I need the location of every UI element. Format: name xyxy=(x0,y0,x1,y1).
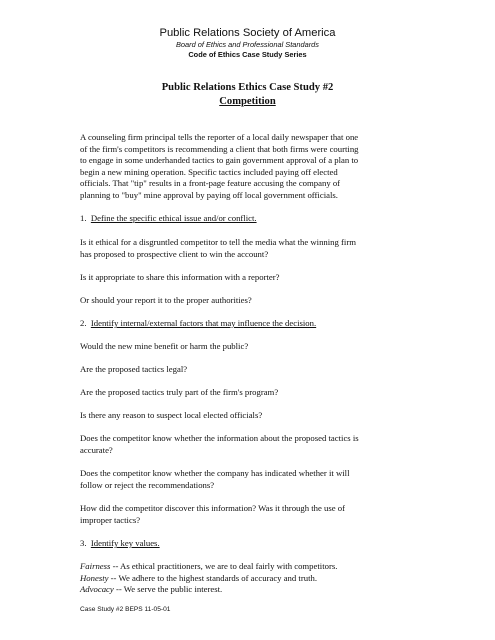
section-number: 1. xyxy=(80,213,87,223)
section-heading: Identify key values. xyxy=(90,538,160,548)
key-value-item xyxy=(80,573,415,585)
value-term: Advocacy xyxy=(80,584,114,595)
series-name: Code of Ethics Case Study Series xyxy=(188,50,307,59)
question-line: Would the new mine benefit or harm the public? xyxy=(80,341,249,351)
value-term: Fairness xyxy=(80,561,111,571)
value-description: -- We serve the public interest. xyxy=(113,584,223,595)
question xyxy=(80,503,415,526)
question xyxy=(80,387,415,399)
question-line: How did the competitor discover this information? Was it through the use of xyxy=(80,503,346,513)
intro-line: begin a new mining operation. Specific tactics included paying off elected xyxy=(80,166,338,177)
question-line: Is there any reason to suspect local elected officials? xyxy=(80,410,263,420)
intro-line: officials. That "tip" results in a front-page feature accusing the company of xyxy=(80,178,341,189)
key-values-list xyxy=(80,561,415,596)
key-value-item xyxy=(80,584,415,596)
question-line: Or should your report it to the proper authorities? xyxy=(80,295,252,305)
intro-paragraph xyxy=(80,132,415,202)
intro-line: of the firm's competitors is recommending a client that both firms were courting xyxy=(80,143,359,154)
value-description: -- As ethical practitioners, we are to deal fairly with competitors. xyxy=(110,561,338,571)
section-number: 3. xyxy=(80,538,87,548)
question-line: Is it ethical for a disgruntled competitor to tell the media what the winning firm xyxy=(80,237,356,247)
section-2-heading xyxy=(80,318,415,330)
section-number: 2. xyxy=(80,318,87,328)
section-3-heading xyxy=(80,538,415,550)
question xyxy=(80,468,415,491)
question xyxy=(80,341,415,353)
section-1-heading xyxy=(80,213,415,225)
question-line: Is it appropriate to share this information with a reporter? xyxy=(80,272,280,282)
question-line: Does the competitor know whether the company has indicated whether it will xyxy=(80,468,350,478)
intro-line: to engage in some underhanded tactics to gain government approval of a plan to xyxy=(80,155,359,166)
organization-name: Public Relations Society of America xyxy=(159,27,336,39)
section-heading: Identify internal/external factors that may influence the decision. xyxy=(90,318,317,328)
question-line: accurate? xyxy=(80,444,113,455)
value-term: Honesty xyxy=(80,572,109,583)
document-header xyxy=(0,26,495,60)
question-line: improper tactics? xyxy=(80,514,141,525)
intro-line: planning to "buy" mine approval by paying off local government officials. xyxy=(80,189,338,200)
key-value-item xyxy=(80,561,415,573)
question xyxy=(80,272,415,284)
question xyxy=(80,433,415,456)
question-line: Are the proposed tactics truly part of the firm's program? xyxy=(80,387,279,397)
question xyxy=(80,410,415,422)
question-line: has proposed to prospective client to win the account? xyxy=(80,248,269,259)
page-footer: Case Study #2 BEPS 11-05-01 xyxy=(80,606,171,613)
value-description: -- We adhere to the highest standards of accuracy and truth. xyxy=(108,572,317,583)
question xyxy=(80,237,415,260)
question-line: follow or reject the recommendations? xyxy=(80,479,215,490)
title-line: Public Relations Ethics Case Study #2 xyxy=(161,82,334,93)
question xyxy=(80,364,415,376)
question xyxy=(80,295,415,307)
case-study-title xyxy=(0,81,495,108)
section-heading: Define the specific ethical issue and/or conflict. xyxy=(90,213,257,223)
question-line: Are the proposed tactics legal? xyxy=(80,364,188,374)
question-line: Does the competitor know whether the information about the proposed tactics is xyxy=(80,433,359,443)
board-name: Board of Ethics and Professional Standards xyxy=(176,40,319,49)
title-topic: Competition xyxy=(219,95,276,107)
intro-line: A counseling firm principal tells the reporter of a local daily newspaper that one xyxy=(80,132,359,142)
